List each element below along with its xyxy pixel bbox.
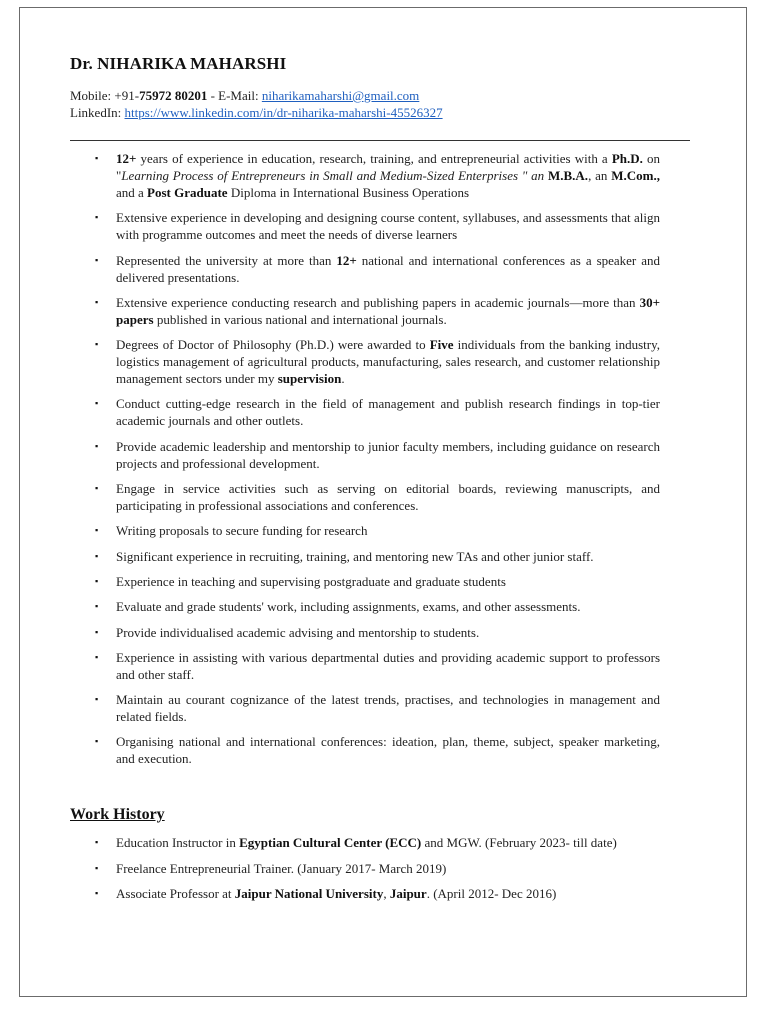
summary-item: ▪ Significant experience in recruiting, training, and mentoring new TAs and other junior staff.	[95, 548, 594, 564]
bullet-square-icon: ▪	[95, 736, 99, 747]
bullet-square-icon: ▪	[95, 601, 99, 612]
summary-item: ▪ Represented the university at more than 12+ national and international conferences as a speaker and delivered presentations.	[95, 252, 660, 285]
candidate-name: Dr. NIHARIKA MAHARSHI	[70, 54, 287, 73]
summary-item: ▪ Conduct cutting-edge research in the field of management and publish research findings in top-tier academic journals and other outlets.	[95, 396, 660, 429]
bullet-square-icon: ▪	[95, 212, 99, 223]
bullet-square-icon: ▪	[95, 254, 99, 265]
summary-item: ▪ Experience in teaching and supervising postgraduate and graduate students	[95, 573, 506, 589]
bullet-square-icon: ▪	[95, 694, 99, 705]
summary-item: ▪ Engage in service activities such as serving on editorial boards, reviewing manuscripts, and participating in professional associations and conferences.	[95, 481, 660, 514]
summary-item: ▪ Extensive experience conducting research and publishing papers in academic journals—more than 30+ papers published in various national and international journals.	[95, 294, 660, 327]
bullet-square-icon: ▪	[95, 837, 99, 847]
bullet-square-icon: ▪	[95, 862, 99, 873]
summary-item: ▪ Provide individualised academic advising and mentorship to students.	[95, 624, 480, 640]
bullet-square-icon: ▪	[95, 440, 99, 451]
bullet-square-icon: ▪	[95, 525, 99, 536]
email-link[interactable]: niharikamaharshi@gmail.com	[261, 88, 420, 103]
bullet-square-icon: ▪	[95, 398, 99, 409]
work-history-item: ▪ Education Instructor in Egyptian Cultural Center (ECC) and MGW. (February 2023- till date)	[95, 835, 617, 850]
header-divider	[70, 140, 690, 141]
work-history-list	[70, 834, 660, 911]
summary-item: ▪ Degrees of Doctor of Philosophy (Ph.D.) were awarded to Five individuals from the banking industry, logistics management of agricultural products, manufacturing, sales research, and customer relationship management sectors under my supervision.	[95, 337, 661, 387]
bullet-square-icon: ▪	[95, 153, 99, 163]
email-label: - E-Mail:	[207, 88, 262, 103]
bullet-square-icon: ▪	[95, 575, 99, 586]
work-history-item: ▪ Freelance Entrepreneurial Trainer. (January 2017- March 2019)	[95, 860, 447, 876]
summary-item: ▪ Maintain au courant cognizance of the latest trends, practises, and technologies in management and related fields.	[95, 692, 660, 725]
summary-list	[70, 150, 660, 776]
bullet-square-icon: ▪	[95, 888, 99, 898]
work-history-heading: Work History	[70, 806, 165, 823]
contact-line-linkedin	[70, 104, 443, 121]
bullet-square-icon: ▪	[95, 550, 99, 561]
bullet-square-icon: ▪	[95, 296, 99, 307]
bullet-square-icon: ▪	[95, 339, 99, 350]
summary-item: ▪ 12+ years of experience in education, research, training, and entrepreneurial activities with a Ph.D. on "Learning Process of Entrepreneurs in Small and Medium-Sized Enterprises " an M.B.A., an M.Com., and a Post Graduate Diploma in International Business Operations	[95, 151, 661, 200]
summary-item: ▪ Experience in assisting with various departmental duties and providing academic support to professors and other staff.	[95, 649, 660, 682]
summary-item: ▪ Organising national and international conferences: ideation, plan, theme, subject, speaker marketing, and execution.	[95, 734, 660, 767]
bullet-square-icon: ▪	[95, 483, 99, 494]
bullet-square-icon: ▪	[95, 626, 99, 637]
contact-block	[70, 87, 443, 121]
mobile-number: 75972 80201	[139, 88, 208, 103]
summary-item: ▪ Writing proposals to secure funding for research	[95, 523, 368, 539]
summary-item: ▪ Evaluate and grade students' work, including assignments, exams, and other assessments.	[95, 599, 581, 615]
linkedin-link[interactable]: https://www.linkedin.com/in/dr-niharika-maharshi-45526327	[124, 105, 443, 120]
linkedin-label: LinkedIn:	[70, 105, 125, 120]
summary-item: ▪ Provide academic leadership and mentorship to junior faculty members, including guidance on research projects and professional development.	[95, 438, 660, 471]
mobile-label: Mobile: +91-	[70, 88, 140, 103]
contact-line-mobile-email	[70, 87, 443, 104]
work-history-item: ▪ Associate Professor at Jaipur National University, Jaipur. (April 2012- Dec 2016)	[95, 886, 557, 901]
bullet-square-icon: ▪	[95, 651, 99, 662]
summary-item: ▪ Extensive experience in developing and designing course content, syllabuses, and assessments that align with programme outcomes and meet the needs of diverse learners	[95, 210, 660, 243]
